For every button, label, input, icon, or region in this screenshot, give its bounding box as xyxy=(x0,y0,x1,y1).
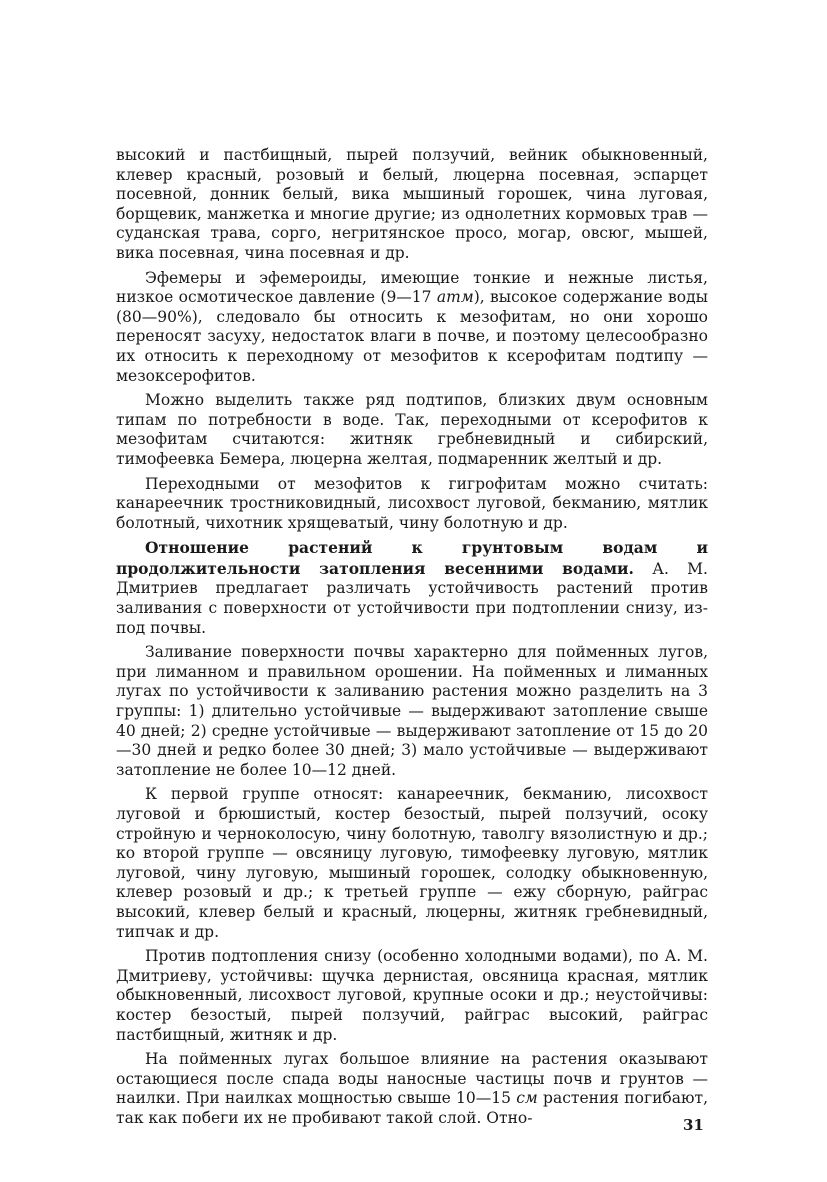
paragraph-9-text-a: На пойменных лугах большое влияние на растения оказывают остающиеся после спада воды наносные частицы почв и грунтов — наилки. При наилках мощностью свыше 10—15 xyxy=(116,1050,708,1108)
paragraph-8-text: Против подтопления снизу (особенно холодными водами), по А. М. Дмитриеву, устойчивы: щучка дернистая, овсяница красная, мятлик обыкновенный, лисохвост луговой, крупные осоки и др.; неустойчивы: костер безостый, пырей ползучий, райграс высокий, райграс пастбищный, житняк и др. xyxy=(116,947,708,1044)
paragraph-5 xyxy=(116,538,708,638)
page-body xyxy=(116,146,708,1129)
paragraph-4-text: Переходными от мезофитов к гигрофитам можно считать: канареечник тростниковидный, лисохвост луговой, бекманию, мятлик болотный, чихотник хрящеватый, чину болотную и др. xyxy=(116,474,708,532)
paragraph-1 xyxy=(116,146,708,264)
paragraph-7-text: К первой группе относят: канареечник, бекманию, лисохвост луговой и брюшистый, костер безостый, пырей ползучий, осоку стройную и черноколосую, чину болотную, таволгу вязолистную и др.; ко второй группе — овсяницу луговую, тимофеевку луговую, мятлик луговой, чину луговую, мышиный горошек, солодку обыкновенную, клевер розовый и др.; к третьей группе — ежу сборную, райграс высокий, клевер белый и красный, люцерны, житняк гребневидный, типчак и др. xyxy=(116,785,708,941)
paragraph-5-text: А. М. Дмитриев предлагает различать устойчивость растений против заливания с поверхности от устойчивости при подтоплении снизу, из-под почвы. xyxy=(116,559,708,637)
unit-atm: атм xyxy=(436,288,474,307)
paragraph-4 xyxy=(116,475,708,534)
paragraph-1-text: высокий и пастбищный, пырей ползучий, вейник обыкновенный, клевер красный, розовый и белый, люцерна посевная, эспарцет посевной, донник белый, вика мышиный горошек, чина луговая, борщевик, манжетка и многие другие; из однолетних кормовых трав — суданская трава, сорго, негритянское просо, могар, овсюг, мышей, вика посевная, чина посевная и др. xyxy=(116,146,708,262)
paragraph-9 xyxy=(116,1050,708,1128)
paragraph-8 xyxy=(116,947,708,1045)
unit-cm: см xyxy=(516,1089,538,1108)
paragraph-9-text-b: растения погибают, так как побеги их не пробивают такой слой. Отно- xyxy=(116,1089,708,1127)
paragraph-2-text-b: ), высокое содержание воды (80—90%), следовало бы относить к мезофитам, но они хорошо переносят засуху, недостаток влаги в почве, и поэтому целесообразно их относить к переходному от мезофитов к ксерофитам подтипу — мезоксерофитов. xyxy=(116,288,708,385)
paragraph-2 xyxy=(116,269,708,387)
paragraph-6 xyxy=(116,643,708,780)
paragraph-3 xyxy=(116,391,708,469)
page-number: 31 xyxy=(683,1116,704,1134)
paragraph-6-text: Заливание поверхности почвы характерно для пойменных лугов, при лиманном и правильном орошении. На пойменных и лиманных лугах по устойчивости к заливанию растения можно разделить на 3 группы: 1) длительно устойчивые — выдерживают затопление свыше 40 дней; 2) средне устойчивые — выдерживают затопление от 15 до 20—30 дней и редко более 30 дней; 3) мало устойчивые — выдерживают затопление не более 10—12 дней. xyxy=(116,643,708,779)
paragraph-3-text: Можно выделить также ряд подтипов, близких двум основным типам по потребности в воде. Так, переходными от ксерофитов к мезофитам считаются: житняк гребневидный и сибирский, тимофеевка Бемера, люцерна желтая, подмаренник желтый и др. xyxy=(116,391,708,468)
paragraph-2-text-a: Эфемеры и эфемероиды, имеющие тонкие и нежные листья, низкое осмотическое давление (9—17 xyxy=(116,268,708,307)
paragraph-7 xyxy=(116,785,708,942)
section-heading-run-in: Отношение растений к грунтовым водам и продолжительности затопления весенними водами. xyxy=(116,538,708,578)
